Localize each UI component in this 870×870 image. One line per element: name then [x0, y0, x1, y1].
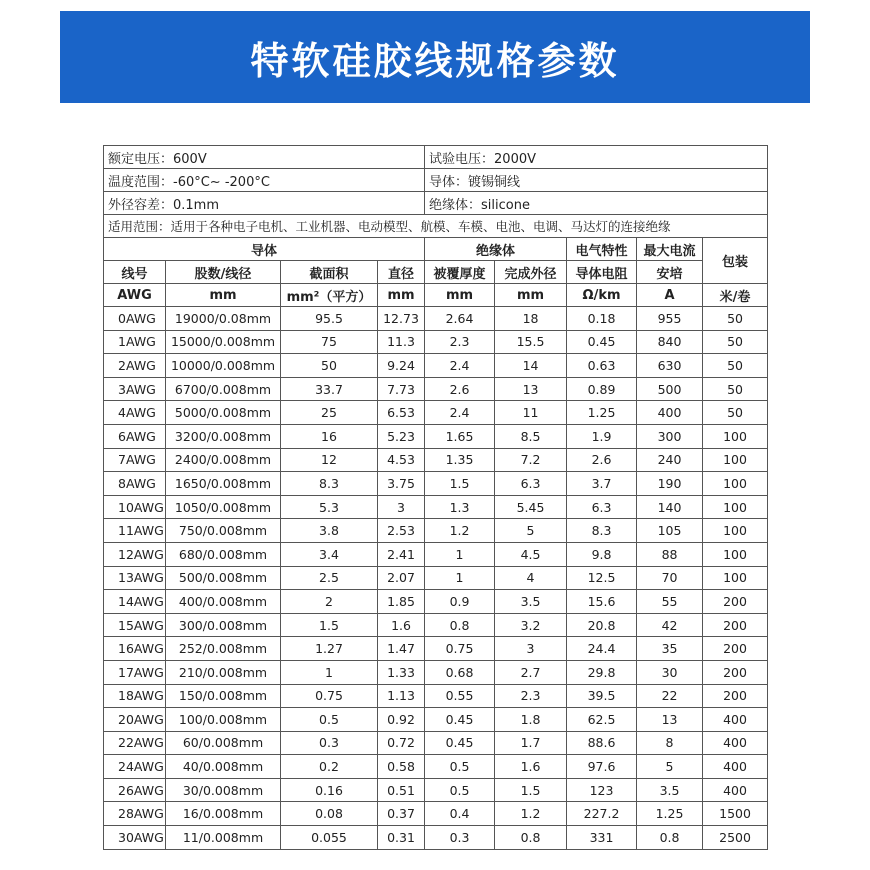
cell-diameter: 2.07 [378, 566, 425, 590]
cell-diameter: 11.3 [378, 330, 425, 354]
table-row [104, 778, 768, 802]
cell-resistance: 331 [567, 826, 637, 850]
cell-cross-section: 25 [281, 401, 378, 425]
title-banner [60, 11, 810, 103]
conductor-material: 导体：镀锡铜线 [425, 169, 768, 192]
table-row [104, 826, 768, 850]
cell-outer-diameter: 2.7 [495, 660, 567, 684]
cell-outer-diameter: 1.7 [495, 731, 567, 755]
unit-outer-diameter: mm [495, 284, 567, 307]
cell-resistance: 1.25 [567, 401, 637, 425]
cell-resistance: 227.2 [567, 802, 637, 826]
cell-gauge: 17AWG [104, 660, 166, 684]
cell-cross-section: 0.3 [281, 731, 378, 755]
cell-gauge: 10AWG [104, 495, 166, 519]
table-row [104, 424, 768, 448]
cell-outer-diameter: 3.2 [495, 613, 567, 637]
cell-strands: 150/0.008mm [166, 684, 281, 708]
cell-insulation-thickness: 0.45 [425, 731, 495, 755]
cell-ampere: 300 [637, 424, 703, 448]
table-row [104, 637, 768, 661]
cell-diameter: 7.73 [378, 377, 425, 401]
cell-packing: 1500 [703, 802, 768, 826]
cell-packing: 200 [703, 590, 768, 614]
table-row [104, 613, 768, 637]
cell-strands: 252/0.008mm [166, 637, 281, 661]
cell-packing: 2500 [703, 826, 768, 850]
cell-insulation-thickness: 1.2 [425, 519, 495, 543]
table-row [104, 731, 768, 755]
cell-packing: 400 [703, 731, 768, 755]
cell-cross-section: 8.3 [281, 472, 378, 496]
cell-cross-section: 0.2 [281, 755, 378, 779]
info-row [104, 215, 768, 238]
cell-packing: 200 [703, 684, 768, 708]
cell-insulation-thickness: 0.8 [425, 613, 495, 637]
cell-cross-section: 0.16 [281, 778, 378, 802]
cell-outer-diameter: 18 [495, 307, 567, 331]
application-scope: 适用范围：适用于各种电子电机、工业机器、电动模型、航模、车模、电池、电调、马达灯的连接绝缘 [104, 215, 768, 238]
cell-cross-section: 5.3 [281, 495, 378, 519]
cell-gauge: 3AWG [104, 377, 166, 401]
cell-resistance: 29.8 [567, 660, 637, 684]
cell-gauge: 0AWG [104, 307, 166, 331]
temp-range: 温度范围：-60°C~ -200°C [104, 169, 425, 192]
cell-ampere: 35 [637, 637, 703, 661]
cell-gauge: 12AWG [104, 542, 166, 566]
cell-diameter: 1.85 [378, 590, 425, 614]
unit-strands: mm [166, 284, 281, 307]
cell-strands: 300/0.008mm [166, 613, 281, 637]
cell-strands: 100/0.008mm [166, 708, 281, 732]
cell-outer-diameter: 5.45 [495, 495, 567, 519]
header-outer-diameter: 完成外径 [495, 261, 567, 284]
cell-diameter: 12.73 [378, 307, 425, 331]
cell-cross-section: 0.055 [281, 826, 378, 850]
cell-cross-section: 3.8 [281, 519, 378, 543]
cell-ampere: 0.8 [637, 826, 703, 850]
info-row [104, 192, 768, 215]
cell-ampere: 5 [637, 755, 703, 779]
unit-ampere: A [637, 284, 703, 307]
table-row [104, 495, 768, 519]
cell-diameter: 1.33 [378, 660, 425, 684]
cell-resistance: 2.6 [567, 448, 637, 472]
table-row [104, 354, 768, 378]
cell-cross-section: 16 [281, 424, 378, 448]
cell-cross-section: 1 [281, 660, 378, 684]
cell-ampere: 42 [637, 613, 703, 637]
cell-strands: 6700/0.008mm [166, 377, 281, 401]
cell-packing: 100 [703, 448, 768, 472]
test-voltage: 试验电压：2000V [425, 146, 768, 169]
info-row [104, 169, 768, 192]
cell-outer-diameter: 3.5 [495, 590, 567, 614]
cell-strands: 30/0.008mm [166, 778, 281, 802]
header-diameter: 直径 [378, 261, 425, 284]
unit-diameter: mm [378, 284, 425, 307]
spec-rows [104, 307, 768, 850]
cell-gauge: 7AWG [104, 448, 166, 472]
table-row [104, 660, 768, 684]
cell-gauge: 22AWG [104, 731, 166, 755]
cell-resistance: 1.9 [567, 424, 637, 448]
cell-diameter: 6.53 [378, 401, 425, 425]
cell-packing: 50 [703, 354, 768, 378]
cell-gauge: 4AWG [104, 401, 166, 425]
unit-resistance: Ω/km [567, 284, 637, 307]
cell-packing: 400 [703, 755, 768, 779]
header-strands: 股数/线径 [166, 261, 281, 284]
cell-strands: 750/0.008mm [166, 519, 281, 543]
cell-outer-diameter: 0.8 [495, 826, 567, 850]
page-title: 特软硅胶线规格参数 [250, 38, 620, 83]
cell-cross-section: 0.08 [281, 802, 378, 826]
table-row [104, 448, 768, 472]
cell-strands: 1050/0.008mm [166, 495, 281, 519]
cell-gauge: 20AWG [104, 708, 166, 732]
cell-resistance: 0.63 [567, 354, 637, 378]
cell-strands: 11/0.008mm [166, 826, 281, 850]
cell-ampere: 1.25 [637, 802, 703, 826]
cell-outer-diameter: 1.5 [495, 778, 567, 802]
cell-ampere: 3.5 [637, 778, 703, 802]
group-header-row [104, 238, 768, 261]
cell-resistance: 8.3 [567, 519, 637, 543]
cell-resistance: 123 [567, 778, 637, 802]
cell-insulation-thickness: 2.64 [425, 307, 495, 331]
cell-strands: 1650/0.008mm [166, 472, 281, 496]
cell-strands: 210/0.008mm [166, 660, 281, 684]
cell-diameter: 1.6 [378, 613, 425, 637]
table-row [104, 708, 768, 732]
cell-strands: 500/0.008mm [166, 566, 281, 590]
cell-packing: 100 [703, 566, 768, 590]
cell-resistance: 0.18 [567, 307, 637, 331]
table-row [104, 590, 768, 614]
header-ampere: 安培 [637, 261, 703, 284]
cell-diameter: 2.41 [378, 542, 425, 566]
cell-ampere: 8 [637, 731, 703, 755]
cell-ampere: 22 [637, 684, 703, 708]
cell-resistance: 39.5 [567, 684, 637, 708]
cell-diameter: 3.75 [378, 472, 425, 496]
cell-ampere: 30 [637, 660, 703, 684]
cell-packing: 50 [703, 377, 768, 401]
cell-outer-diameter: 7.2 [495, 448, 567, 472]
cell-insulation-thickness: 2.4 [425, 354, 495, 378]
cell-cross-section: 12 [281, 448, 378, 472]
header-gauge: 线号 [104, 261, 166, 284]
cell-strands: 5000/0.008mm [166, 401, 281, 425]
table-row [104, 755, 768, 779]
table-row [104, 566, 768, 590]
cell-ampere: 955 [637, 307, 703, 331]
cell-packing: 400 [703, 708, 768, 732]
cell-outer-diameter: 4.5 [495, 542, 567, 566]
cell-strands: 16/0.008mm [166, 802, 281, 826]
cell-packing: 100 [703, 542, 768, 566]
cell-strands: 2400/0.008mm [166, 448, 281, 472]
cell-outer-diameter: 11 [495, 401, 567, 425]
table-row [104, 519, 768, 543]
cell-outer-diameter: 13 [495, 377, 567, 401]
cell-packing: 50 [703, 307, 768, 331]
cell-resistance: 24.4 [567, 637, 637, 661]
cell-cross-section: 33.7 [281, 377, 378, 401]
cell-diameter: 4.53 [378, 448, 425, 472]
cell-strands: 3200/0.008mm [166, 424, 281, 448]
cell-outer-diameter: 3 [495, 637, 567, 661]
cell-cross-section: 2 [281, 590, 378, 614]
cell-ampere: 13 [637, 708, 703, 732]
cell-ampere: 240 [637, 448, 703, 472]
unit-gauge: AWG [104, 284, 166, 307]
cell-resistance: 20.8 [567, 613, 637, 637]
cell-insulation-thickness: 2.3 [425, 330, 495, 354]
cell-ampere: 105 [637, 519, 703, 543]
cell-ampere: 400 [637, 401, 703, 425]
unit-packing: 米/卷 [703, 284, 768, 307]
cell-insulation-thickness: 2.6 [425, 377, 495, 401]
cell-gauge: 6AWG [104, 424, 166, 448]
table-row [104, 542, 768, 566]
cell-resistance: 3.7 [567, 472, 637, 496]
cell-gauge: 24AWG [104, 755, 166, 779]
cell-strands: 400/0.008mm [166, 590, 281, 614]
table-row [104, 377, 768, 401]
table-row [104, 330, 768, 354]
cell-packing: 50 [703, 401, 768, 425]
cell-insulation-thickness: 1.5 [425, 472, 495, 496]
cell-packing: 100 [703, 472, 768, 496]
cell-resistance: 0.45 [567, 330, 637, 354]
cell-strands: 680/0.008mm [166, 542, 281, 566]
cell-gauge: 15AWG [104, 613, 166, 637]
header-conductor-group: 导体 [104, 238, 425, 261]
header-insulation-group: 绝缘体 [425, 238, 567, 261]
cell-strands: 19000/0.08mm [166, 307, 281, 331]
cell-packing: 100 [703, 495, 768, 519]
table-row [104, 684, 768, 708]
header-electrical-group: 电气特性 [567, 238, 637, 261]
header-max-current-group: 最大电流 [637, 238, 703, 261]
cell-insulation-thickness: 0.5 [425, 755, 495, 779]
rated-voltage: 额定电压：600V [104, 146, 425, 169]
cell-gauge: 28AWG [104, 802, 166, 826]
cell-cross-section: 0.75 [281, 684, 378, 708]
cell-packing: 50 [703, 330, 768, 354]
cell-insulation-thickness: 1 [425, 566, 495, 590]
cell-packing: 200 [703, 660, 768, 684]
cell-insulation-thickness: 1.35 [425, 448, 495, 472]
cell-cross-section: 95.5 [281, 307, 378, 331]
cell-diameter: 0.37 [378, 802, 425, 826]
cell-insulation-thickness: 0.4 [425, 802, 495, 826]
cell-resistance: 88.6 [567, 731, 637, 755]
cell-insulation-thickness: 0.55 [425, 684, 495, 708]
cell-insulation-thickness: 1.65 [425, 424, 495, 448]
cell-diameter: 0.31 [378, 826, 425, 850]
cell-outer-diameter: 4 [495, 566, 567, 590]
cell-gauge: 2AWG [104, 354, 166, 378]
header-insulation-thickness: 被覆厚度 [425, 261, 495, 284]
cell-diameter: 0.92 [378, 708, 425, 732]
cell-outer-diameter: 1.2 [495, 802, 567, 826]
cell-resistance: 97.6 [567, 755, 637, 779]
cell-outer-diameter: 15.5 [495, 330, 567, 354]
cell-gauge: 1AWG [104, 330, 166, 354]
cell-resistance: 9.8 [567, 542, 637, 566]
cell-outer-diameter: 6.3 [495, 472, 567, 496]
cell-insulation-thickness: 0.75 [425, 637, 495, 661]
cell-diameter: 2.53 [378, 519, 425, 543]
cell-diameter: 9.24 [378, 354, 425, 378]
insulation-material: 绝缘体：silicone [425, 192, 768, 215]
cell-diameter: 1.13 [378, 684, 425, 708]
cell-resistance: 0.89 [567, 377, 637, 401]
cell-cross-section: 3.4 [281, 542, 378, 566]
cell-cross-section: 1.27 [281, 637, 378, 661]
cell-packing: 200 [703, 613, 768, 637]
unit-thickness: mm [425, 284, 495, 307]
column-header-row [104, 261, 768, 284]
cell-gauge: 18AWG [104, 684, 166, 708]
spec-table [103, 145, 768, 850]
cell-diameter: 0.58 [378, 755, 425, 779]
cell-ampere: 88 [637, 542, 703, 566]
cell-ampere: 630 [637, 354, 703, 378]
cell-outer-diameter: 5 [495, 519, 567, 543]
cell-gauge: 14AWG [104, 590, 166, 614]
header-packing: 包装 [703, 238, 768, 284]
cell-gauge: 11AWG [104, 519, 166, 543]
cell-diameter: 5.23 [378, 424, 425, 448]
cell-diameter: 0.51 [378, 778, 425, 802]
table-row [104, 472, 768, 496]
cell-strands: 40/0.008mm [166, 755, 281, 779]
cell-diameter: 3 [378, 495, 425, 519]
cell-ampere: 70 [637, 566, 703, 590]
info-row [104, 146, 768, 169]
cell-insulation-thickness: 1.3 [425, 495, 495, 519]
cell-ampere: 55 [637, 590, 703, 614]
cell-outer-diameter: 2.3 [495, 684, 567, 708]
cell-insulation-thickness: 0.5 [425, 778, 495, 802]
header-cross-section: 截面积 [281, 261, 378, 284]
cell-insulation-thickness: 2.4 [425, 401, 495, 425]
cell-insulation-thickness: 0.3 [425, 826, 495, 850]
od-tolerance: 外径容差：0.1mm [104, 192, 425, 215]
cell-diameter: 1.47 [378, 637, 425, 661]
cell-outer-diameter: 1.8 [495, 708, 567, 732]
cell-diameter: 0.72 [378, 731, 425, 755]
cell-outer-diameter: 14 [495, 354, 567, 378]
cell-resistance: 12.5 [567, 566, 637, 590]
cell-insulation-thickness: 0.9 [425, 590, 495, 614]
unit-row [104, 284, 768, 307]
cell-ampere: 140 [637, 495, 703, 519]
cell-gauge: 8AWG [104, 472, 166, 496]
cell-insulation-thickness: 1 [425, 542, 495, 566]
cell-ampere: 500 [637, 377, 703, 401]
cell-resistance: 15.6 [567, 590, 637, 614]
cell-cross-section: 75 [281, 330, 378, 354]
cell-cross-section: 50 [281, 354, 378, 378]
cell-resistance: 6.3 [567, 495, 637, 519]
cell-ampere: 840 [637, 330, 703, 354]
cell-cross-section: 0.5 [281, 708, 378, 732]
cell-packing: 200 [703, 637, 768, 661]
cell-gauge: 16AWG [104, 637, 166, 661]
cell-packing: 400 [703, 778, 768, 802]
cell-gauge: 30AWG [104, 826, 166, 850]
cell-ampere: 190 [637, 472, 703, 496]
cell-packing: 100 [703, 424, 768, 448]
table-row [104, 802, 768, 826]
unit-cross-section: mm²（平方） [281, 284, 378, 307]
cell-cross-section: 2.5 [281, 566, 378, 590]
cell-resistance: 62.5 [567, 708, 637, 732]
cell-insulation-thickness: 0.45 [425, 708, 495, 732]
cell-gauge: 26AWG [104, 778, 166, 802]
table-row [104, 401, 768, 425]
cell-strands: 15000/0.008mm [166, 330, 281, 354]
table-row [104, 307, 768, 331]
cell-gauge: 13AWG [104, 566, 166, 590]
cell-packing: 100 [703, 519, 768, 543]
cell-strands: 60/0.008mm [166, 731, 281, 755]
cell-cross-section: 1.5 [281, 613, 378, 637]
cell-outer-diameter: 1.6 [495, 755, 567, 779]
cell-insulation-thickness: 0.68 [425, 660, 495, 684]
cell-outer-diameter: 8.5 [495, 424, 567, 448]
cell-strands: 10000/0.008mm [166, 354, 281, 378]
header-conductor-resistance: 导体电阻 [567, 261, 637, 284]
